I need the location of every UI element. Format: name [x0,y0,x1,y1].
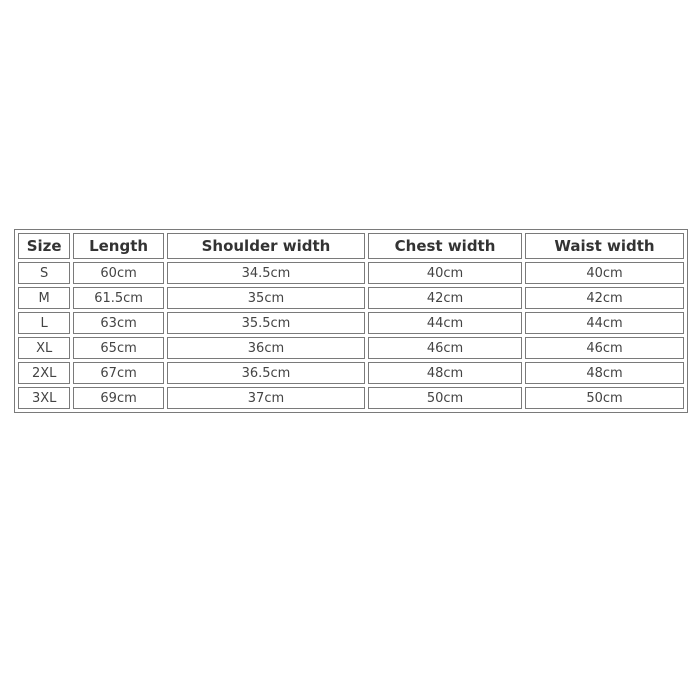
length-cell: 67cm [73,362,164,384]
header-size: Size [18,233,70,259]
chest-width-cell: 46cm [368,337,522,359]
table-row [18,262,684,284]
length-cell: 63cm [73,312,164,334]
chest-width-cell: 40cm [368,262,522,284]
size-cell: 3XL [18,387,70,409]
size-cell: M [18,287,70,309]
table-row [18,362,684,384]
length-cell: 69cm [73,387,164,409]
shoulder-width-cell: 35cm [167,287,365,309]
length-cell: 65cm [73,337,164,359]
size-cell: XL [18,337,70,359]
shoulder-width-cell: 34.5cm [167,262,365,284]
table-row [18,287,684,309]
size-cell: 2XL [18,362,70,384]
waist-width-cell: 46cm [525,337,684,359]
shoulder-width-cell: 36cm [167,337,365,359]
header-waist-width: Waist width [525,233,684,259]
waist-width-cell: 44cm [525,312,684,334]
shoulder-width-cell: 37cm [167,387,365,409]
header-row [18,233,684,259]
header-length: Length [73,233,164,259]
size-cell: S [18,262,70,284]
table-row [18,387,684,409]
table-row [18,312,684,334]
length-cell: 61.5cm [73,287,164,309]
chest-width-cell: 48cm [368,362,522,384]
size-chart-table [14,229,688,413]
waist-width-cell: 42cm [525,287,684,309]
header-shoulder-width: Shoulder width [167,233,365,259]
length-cell: 60cm [73,262,164,284]
waist-width-cell: 50cm [525,387,684,409]
chest-width-cell: 50cm [368,387,522,409]
waist-width-cell: 48cm [525,362,684,384]
table-row [18,337,684,359]
chest-width-cell: 44cm [368,312,522,334]
chest-width-cell: 42cm [368,287,522,309]
table-body [18,262,684,409]
shoulder-width-cell: 35.5cm [167,312,365,334]
table-header [18,233,684,259]
shoulder-width-cell: 36.5cm [167,362,365,384]
header-chest-width: Chest width [368,233,522,259]
waist-width-cell: 40cm [525,262,684,284]
size-cell: L [18,312,70,334]
